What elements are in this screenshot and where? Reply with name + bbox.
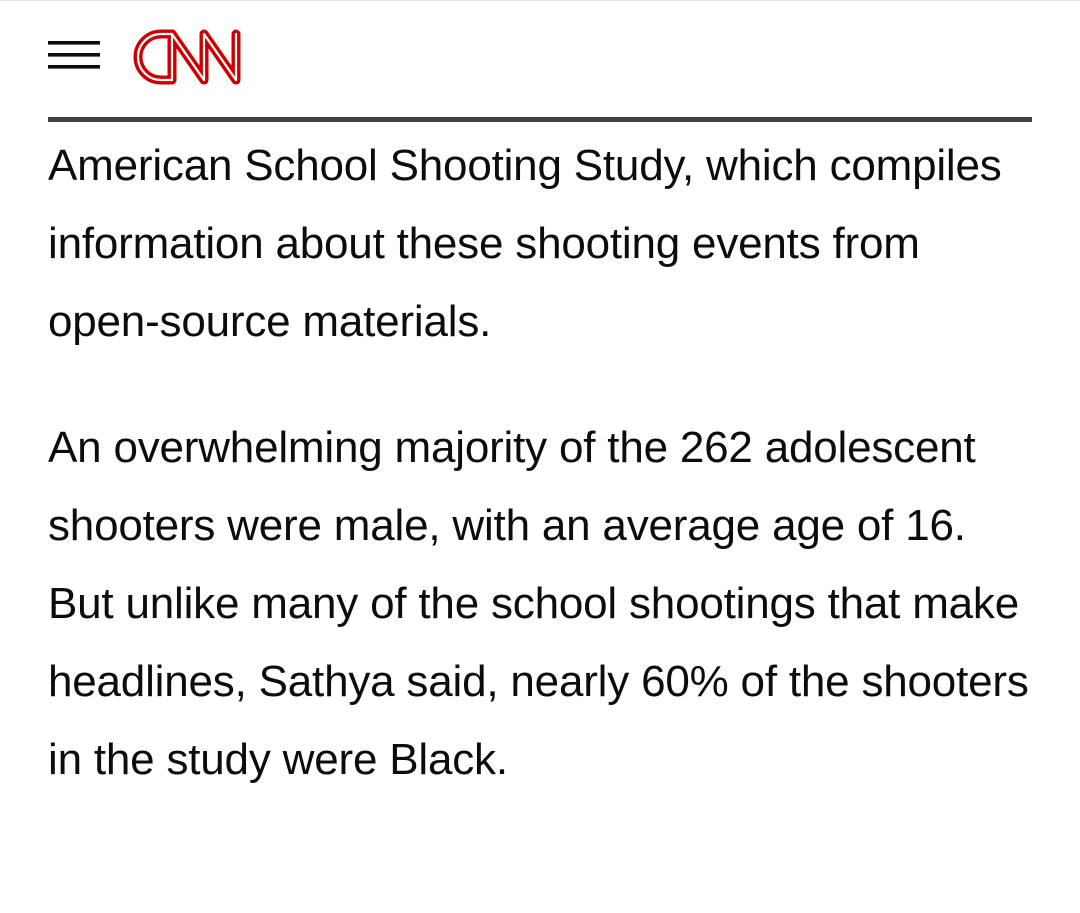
cnn-logo[interactable]	[128, 24, 274, 90]
header-divider	[48, 117, 1032, 122]
menu-button[interactable]	[36, 24, 112, 84]
article-paragraph: American School Shooting Study, which compiles information about these shooting events from open-source materials.	[48, 141, 1002, 346]
article-paragraph: An overwhelming majority of the 262 adolescent shooters were male, with an average age of 16. But unlike many of the school shootings that make headlines, Sathya said, nearly 60% of the shooters in the study were Black.	[48, 423, 1029, 784]
article-body	[48, 127, 1032, 799]
svg-text:CNN: CNN	[128, 24, 131, 25]
cnn-logo-icon	[128, 24, 274, 90]
hamburger-menu-icon	[46, 32, 102, 76]
site-header	[0, 0, 1080, 118]
